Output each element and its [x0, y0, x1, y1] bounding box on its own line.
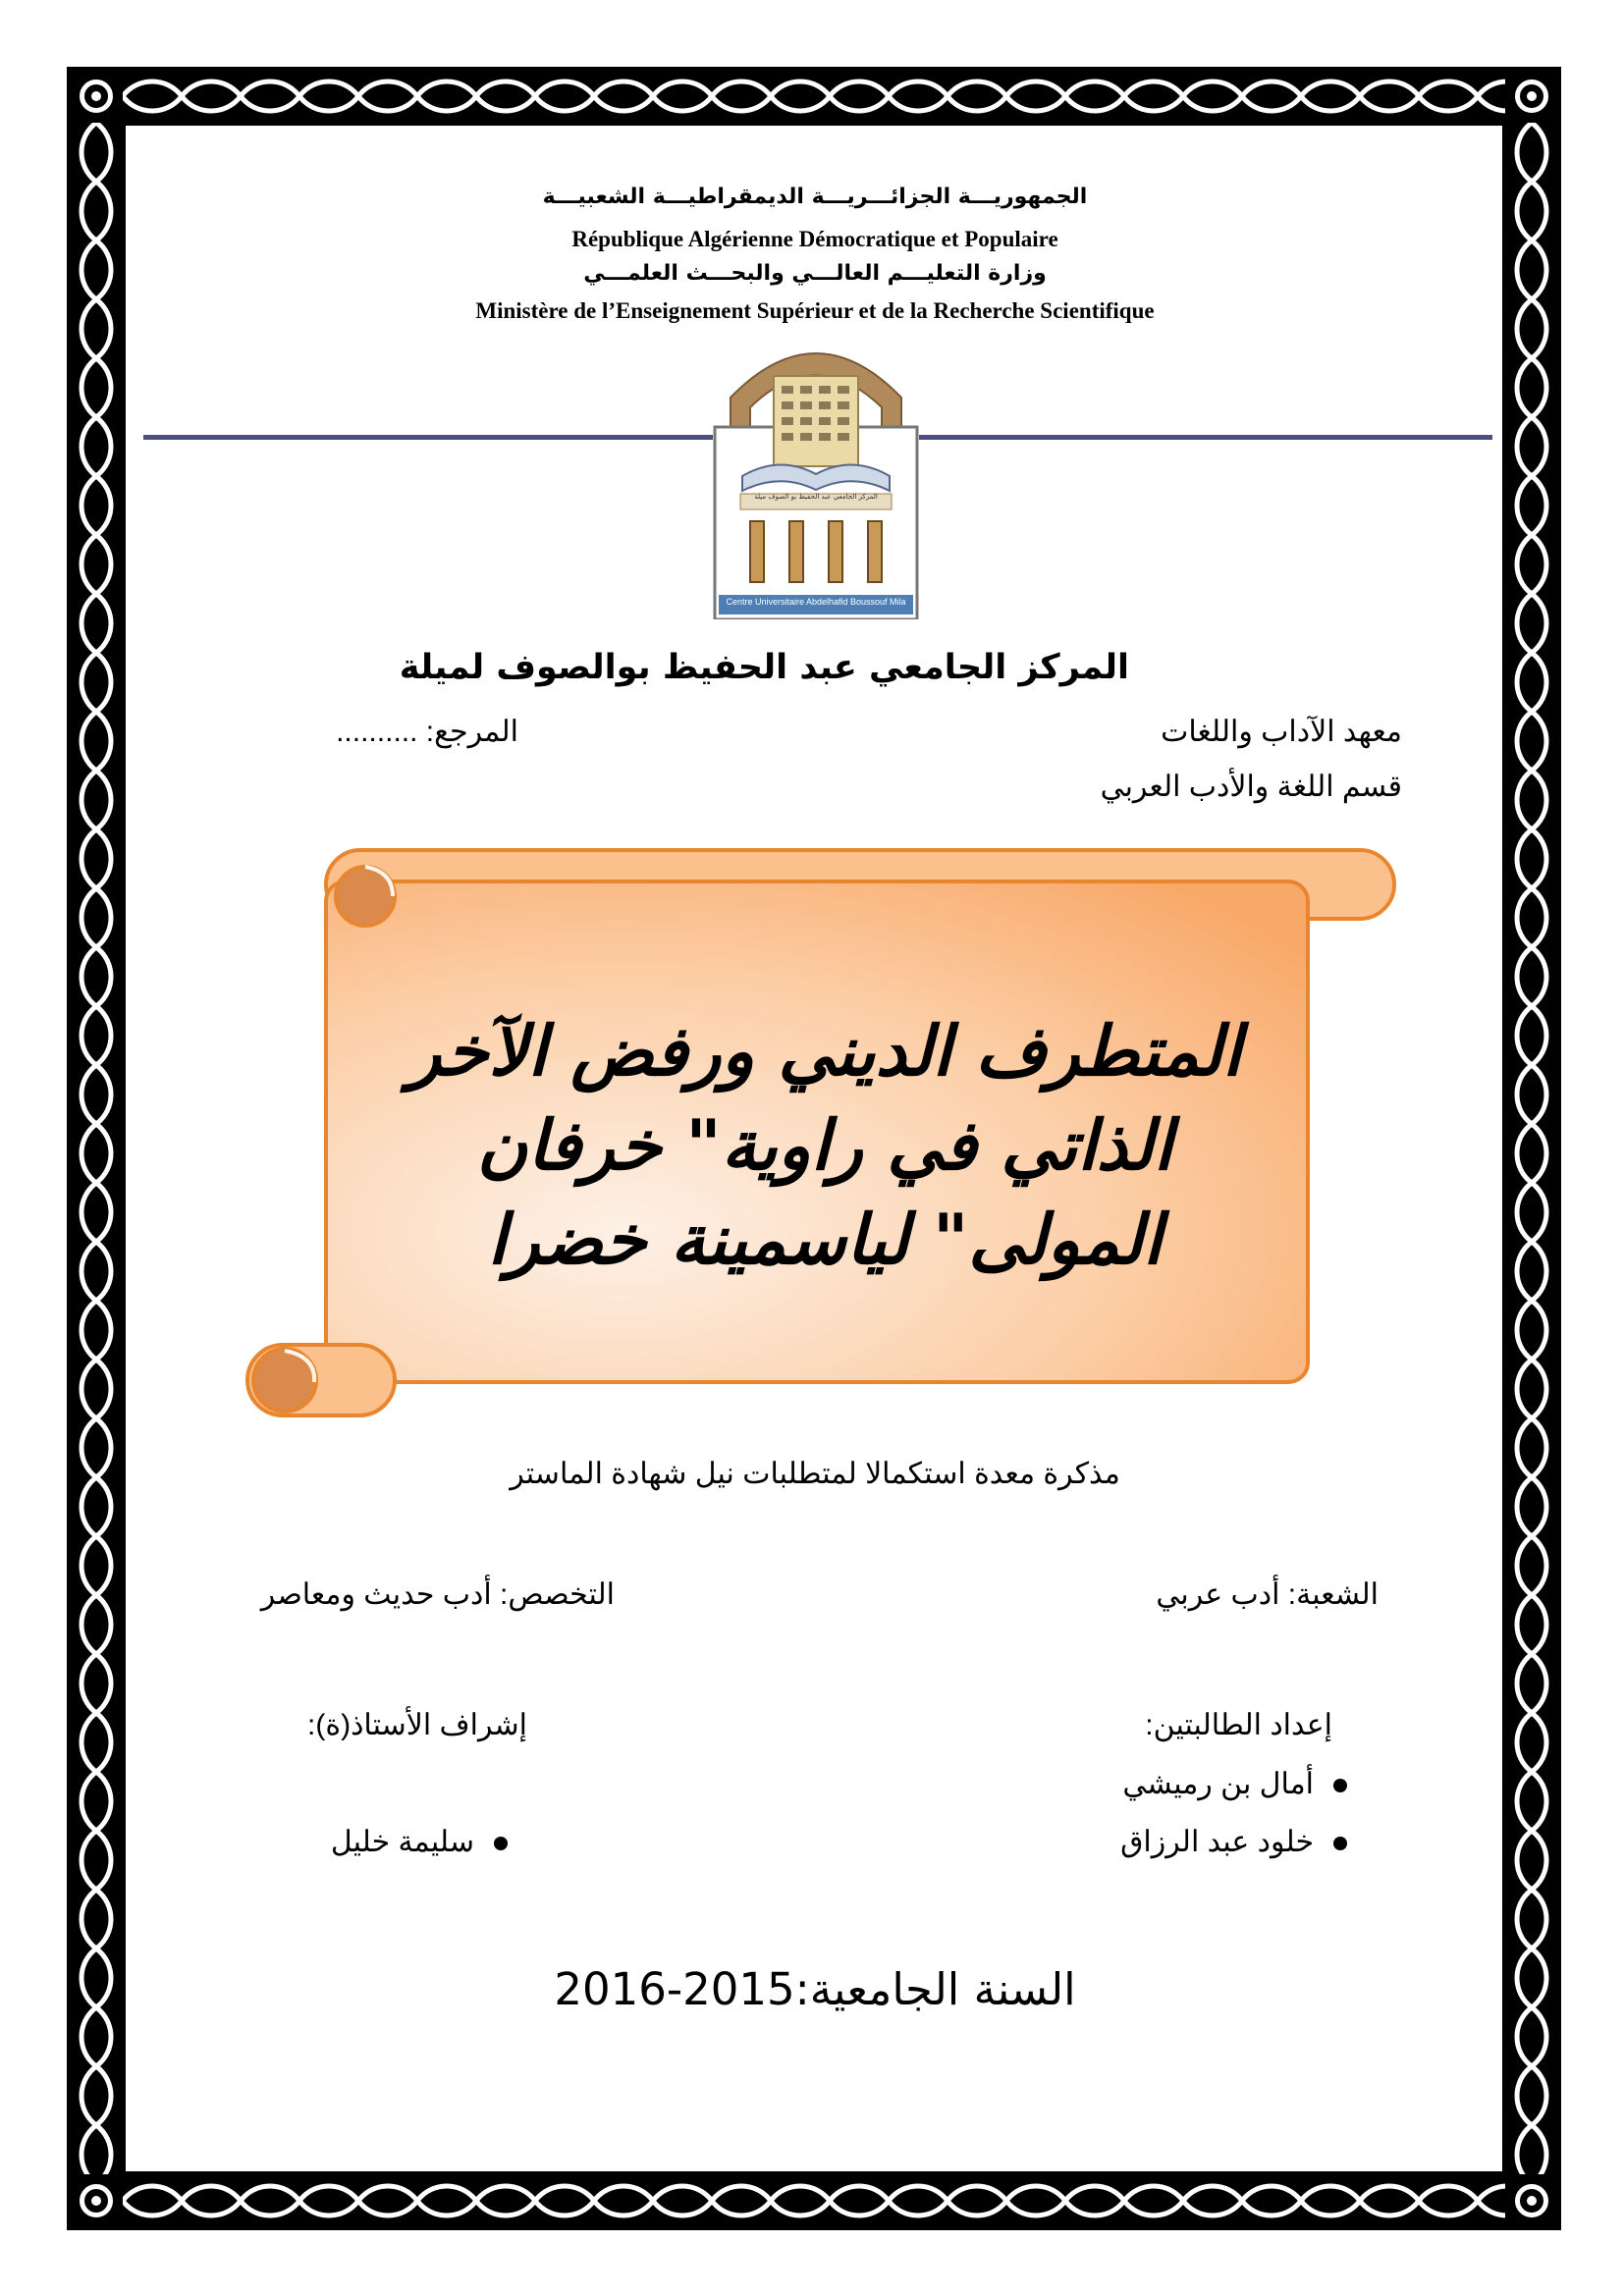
logo-seal-text: المركز الجامعي عبد الحفيظ بو الصوف ميلة — [754, 493, 878, 501]
ministry-french: Ministère de l’Enseignement Supérieur et de la Recherche Scientifique — [475, 298, 1155, 323]
border-band-left — [70, 123, 123, 2174]
thesis-title-line-1: المتطرف الديني ورفض الآخر — [407, 1011, 1242, 1092]
department-name: قسم اللغة والأدب العربي — [1100, 771, 1402, 803]
ministry-arabic: وزارة التعليـــم العالـــي والبحـــث العلمـــي — [583, 261, 1047, 286]
institute-name: معهد الآداب واللغات — [1161, 716, 1402, 748]
header-rule-right — [919, 435, 1492, 440]
header-rule-left — [143, 435, 713, 440]
thesis-title-line-3: المولى" لياسمينة خضرا — [487, 1200, 1163, 1280]
institution-name: المركز الجامعي عبد الحفيظ بوالصوف لميلة — [399, 648, 1129, 687]
thesis-subtitle: مذكرة معدة استكمالا لمتطلبات نيل شهادة الماستر — [510, 1458, 1120, 1490]
student-item — [1122, 1767, 1347, 1801]
bullet-icon — [1333, 1779, 1347, 1792]
logo-caption: Centre Universitaire Abdelhafid Boussouf Mila — [726, 597, 906, 607]
university-logo — [713, 329, 919, 619]
supervisor-name: سليمة خليل — [330, 1826, 474, 1858]
border-band-bottom — [123, 2174, 1505, 2227]
republic-french: République Algérienne Démocratique et Populaire — [571, 227, 1058, 251]
student-item — [1120, 1825, 1347, 1859]
bullet-icon — [1333, 1837, 1347, 1850]
reference-field: المرجع: .......... — [336, 716, 518, 748]
corner-ornament-bottom-left — [70, 2174, 123, 2227]
supervisor-item — [331, 1825, 508, 1859]
thesis-title-line-2: الذاتي في راوية" خرفان — [476, 1105, 1173, 1186]
bullet-icon — [494, 1837, 508, 1850]
border-band-top — [123, 70, 1505, 123]
border-band-right — [1505, 123, 1558, 2174]
corner-ornament-top-right — [1505, 70, 1558, 123]
corner-ornament-top-left — [70, 70, 123, 123]
corner-ornament-bottom-right — [1505, 2174, 1558, 2227]
students-label: إعداد الطالبتين: — [1145, 1709, 1332, 1741]
student-name: أمال بن رميشي — [1122, 1768, 1314, 1800]
supervisor-label: إشراف الأستاذ(ة): — [307, 1709, 527, 1741]
specialty-field: التخصص: أدب حديث ومعاصر — [260, 1578, 615, 1611]
republic-arabic: الجمهوريـــة الجزائـــريـــة الديمقراطيـــة الشعبيـــة — [542, 185, 1088, 209]
branch-field: الشعبة: أدب عربي — [1156, 1578, 1379, 1611]
academic-year: السنة الجامعية:2015-2016 — [554, 1963, 1076, 2015]
student-name: خلود عبد الرزاق — [1120, 1826, 1314, 1858]
